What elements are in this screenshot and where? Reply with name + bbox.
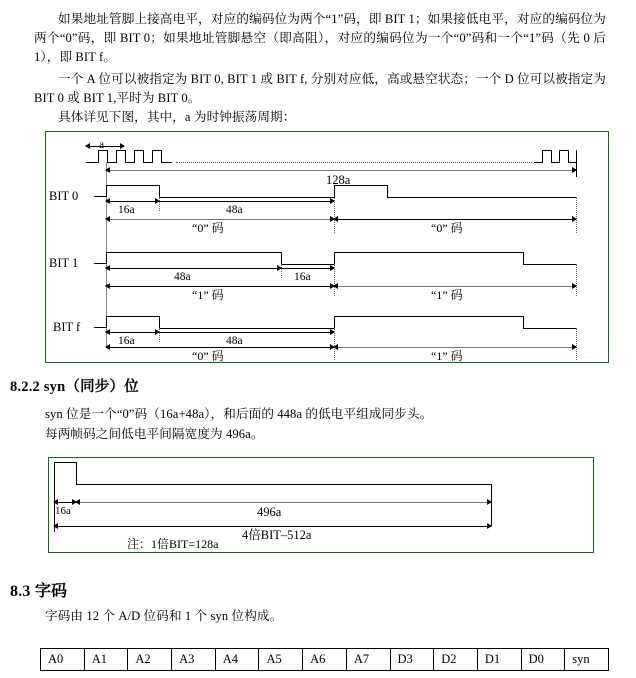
row-label-bit0: BIT 0 xyxy=(49,189,79,203)
section-title-8-2-2: syn（同步）位 xyxy=(43,379,139,395)
bit1-code-right-line xyxy=(334,286,576,287)
bitf-code-right-arrow-l xyxy=(333,344,338,350)
section-8-2-2-line-1: syn 位是一个“0”码（16a+48a），和后面的 448a 的低电平组成同步头。 xyxy=(45,407,433,421)
table-cell-a1[interactable]: A1 xyxy=(84,649,128,671)
bitf-rise-1 xyxy=(334,316,335,328)
syn-total-line xyxy=(54,526,491,527)
row-bit1-label-tick xyxy=(94,263,106,264)
bitf-code-left-label: “0” 码 xyxy=(192,349,224,363)
syn-dim-496a-label: 496a xyxy=(257,505,282,519)
syn-dim-16a-label: 16a xyxy=(55,505,71,517)
span-128a-label: 128a xyxy=(326,173,351,187)
bit1-code-right-label: “1” 码 xyxy=(431,288,463,302)
section-heading-8-3 xyxy=(10,578,67,601)
bitf-fall-1 xyxy=(523,316,524,328)
paragraph-3: 具体详见下图，其中，a 为时钟振荡周期： xyxy=(58,110,296,124)
bit1-dim-16a-line xyxy=(281,268,334,269)
clock-baseline-left xyxy=(86,162,98,163)
syn-high xyxy=(54,462,76,463)
bit0-dim-16a-label: 16a xyxy=(118,204,135,216)
bitf-dim-16a-line xyxy=(106,332,159,333)
clock-bot-3 xyxy=(161,162,172,163)
bit1-rise-1 xyxy=(334,252,335,264)
bit0-dim-16a-line xyxy=(106,201,159,202)
table-cell-a2[interactable]: A2 xyxy=(128,649,172,671)
syn-total-arrow-l xyxy=(53,523,58,529)
section-number-8-2-2: 8.2.2 xyxy=(10,379,40,395)
section-number-8-3: 8.3 xyxy=(10,583,31,600)
section-8-2-2-line-2: 每两帧码之间低电平间隔宽度为 496a。 xyxy=(45,427,264,441)
clock-edge-4 xyxy=(134,150,135,163)
bit0-code-left-line xyxy=(106,219,334,220)
section-title-8-3: 字码 xyxy=(34,583,68,600)
bit1-code-left-line xyxy=(106,286,334,287)
bit0-rise-1 xyxy=(334,185,335,197)
span-128a-arrow-right xyxy=(572,167,577,173)
bitf-dim-divider xyxy=(159,328,160,342)
clock-period-label: a xyxy=(99,139,105,151)
bit0-low-1 xyxy=(387,197,576,198)
bit1-high-1 xyxy=(334,252,523,253)
bit0-dim-48a-line xyxy=(159,201,334,202)
bitf-high-1 xyxy=(334,316,523,317)
syn-dim-496a-arrow-l xyxy=(75,499,80,505)
bit0-code-right-line xyxy=(334,219,576,220)
bit1-dim-divider xyxy=(281,264,282,278)
bit0-code-right-arrow-r xyxy=(572,216,577,222)
bitf-code-right-label: “1” 码 xyxy=(431,349,463,363)
clock-top-1 xyxy=(116,150,125,151)
clock-bot-r1 xyxy=(551,162,559,163)
word-code-table xyxy=(40,648,609,671)
bit0-dim-16a-arrow-left xyxy=(105,198,110,204)
clock-period-marker-line xyxy=(86,146,124,147)
clock-edge-6 xyxy=(152,150,153,163)
bit1-low-0 xyxy=(281,264,334,265)
bitf-fall-0 xyxy=(159,316,160,328)
syn-dim-496a-line xyxy=(76,502,491,503)
clock-bot-1 xyxy=(125,162,134,163)
bit0-dim-48a-label: 48a xyxy=(226,204,243,216)
clock-edge-r0 xyxy=(542,150,543,163)
clock-continuation-dots xyxy=(176,162,532,163)
bitf-code-right-line xyxy=(334,347,576,348)
table-cell-a4[interactable]: A4 xyxy=(215,649,259,671)
figure-bit-timing xyxy=(45,131,609,363)
syn-fall xyxy=(76,462,77,484)
clock-edge-0 xyxy=(98,150,99,163)
bit1-low-1 xyxy=(523,264,576,265)
bit0-code-end xyxy=(576,197,577,233)
bit0-code-divider xyxy=(334,197,335,233)
section-heading-8-2-2 xyxy=(10,375,139,396)
bit0-high-1 xyxy=(334,185,387,186)
syn-low xyxy=(76,484,491,485)
section-8-3-line-1: 字码由 12 个 A/D 位码和 1 个 syn 位构成。 xyxy=(45,609,283,623)
table-cell-a5[interactable]: A5 xyxy=(259,649,303,671)
table-cell-a0[interactable]: A0 xyxy=(41,649,85,671)
bitf-dim-48a-line xyxy=(159,332,334,333)
bitf-high-0 xyxy=(106,316,159,317)
syn-dim-496a-arrow-r xyxy=(487,499,492,505)
bitf-code-left-arrow-l xyxy=(105,344,110,350)
bit1-code-divider xyxy=(334,264,335,296)
table-cell-syn[interactable]: syn xyxy=(565,649,609,671)
bit0-low-0 xyxy=(159,197,334,198)
syn-rise xyxy=(54,462,55,502)
bit1-code-left-arrow-l xyxy=(105,283,110,289)
clock-bot-r0 xyxy=(534,162,542,163)
table-cell-a3[interactable]: A3 xyxy=(172,649,216,671)
bitf-code-right-arrow-r xyxy=(572,344,577,350)
bit1-rise-0 xyxy=(106,252,107,264)
table-cell-a6[interactable]: A6 xyxy=(303,649,347,671)
row-label-bitf: BIT f xyxy=(53,320,81,334)
bit1-fall-0 xyxy=(281,252,282,264)
table-cell-a7[interactable]: A7 xyxy=(346,649,390,671)
syn-note-label: 注：1倍BIT=128a xyxy=(127,537,219,551)
bitf-low-0 xyxy=(159,328,334,329)
bit0-rise-0 xyxy=(106,185,107,197)
bit0-code-left-arrow-l xyxy=(105,216,110,222)
bit1-dim-48a-line xyxy=(106,268,281,269)
table-row xyxy=(41,649,609,671)
clock-bot-r2 xyxy=(568,162,576,163)
syn-total-label: 4倍BIT–512a xyxy=(242,528,312,542)
bitf-dim-16a-arrow-l xyxy=(105,329,110,335)
table-cell-d2[interactable]: D2 xyxy=(434,649,478,671)
clock-top-r0 xyxy=(542,150,551,151)
bit1-dim-16a-label: 16a xyxy=(294,271,311,283)
bit0-fall-0 xyxy=(159,185,160,197)
bitf-dim-16a-label: 16a xyxy=(118,335,135,347)
paragraph-2: 一个 A 位可以被指定为 BIT 0, BIT 1 或 BIT f, 分别对应低，高或悬空状态；一个 D 位可以被指定为 BIT 0 或 BIT 1,平时为 BIT 0。 xyxy=(34,72,606,105)
clock-top-0 xyxy=(98,150,107,151)
figure-syn-timing xyxy=(48,457,594,553)
clock-top-3 xyxy=(152,150,161,151)
bit1-fall-1 xyxy=(523,252,524,264)
bit1-code-right-arrow-r xyxy=(572,283,577,289)
bit1-dim-48a-label: 48a xyxy=(174,271,191,283)
row-label-bit1: BIT 1 xyxy=(49,256,79,270)
clock-bot-0 xyxy=(107,162,116,163)
bit0-dim-divider xyxy=(159,197,160,211)
clock-period-arrow-right xyxy=(120,143,125,149)
row-bit0-label-tick xyxy=(94,196,106,197)
paragraph-1: 如果地址管脚上接高电平，对应的编码位为两个“1”码，即 BIT 1；如果接低电平，对应的编码位为两个“0”码，即 BIT 0；如果地址管脚悬空（即高阻），对应的编码位为一个“0”码和一个“1”码（先 0 后 1），即 BIT f。 xyxy=(34,12,606,64)
clock-bot-2 xyxy=(143,162,152,163)
bit1-code-end xyxy=(576,264,577,296)
clock-top-r1 xyxy=(559,150,568,151)
clock-edge-2 xyxy=(116,150,117,163)
bit0-code-right-label: “0” 码 xyxy=(431,221,463,235)
syn-total-arrow-r xyxy=(487,523,492,529)
bit0-high-0 xyxy=(106,185,159,186)
row-bitf-label-tick xyxy=(94,327,106,328)
bitf-low-1 xyxy=(523,328,576,329)
span-128a-arrow-left xyxy=(105,167,110,173)
clock-edge-r2 xyxy=(559,150,560,163)
bit1-code-left-label: “1” 码 xyxy=(192,288,224,302)
table-cell-d1[interactable]: D1 xyxy=(477,649,521,671)
table-cell-d0[interactable]: D0 xyxy=(521,649,565,671)
syn-end-rise xyxy=(491,484,492,526)
table-cell-d3[interactable]: D3 xyxy=(390,649,434,671)
bitf-rise-0 xyxy=(106,316,107,328)
bit0-fall-1 xyxy=(387,185,388,197)
span-128a-line xyxy=(106,170,576,171)
bit1-dim-48a-arrow-l xyxy=(105,265,110,271)
bitf-code-left-line xyxy=(106,347,334,348)
bit1-code-right-arrow-l xyxy=(333,283,338,289)
clock-period-arrow-left xyxy=(85,143,90,149)
clock-top-2 xyxy=(134,150,143,151)
bitf-dim-48a-label: 48a xyxy=(226,335,243,347)
bit0-code-right-arrow-l xyxy=(333,216,338,222)
bit1-high-0 xyxy=(106,252,281,253)
bit0-code-left-label: “0” 码 xyxy=(192,221,224,235)
